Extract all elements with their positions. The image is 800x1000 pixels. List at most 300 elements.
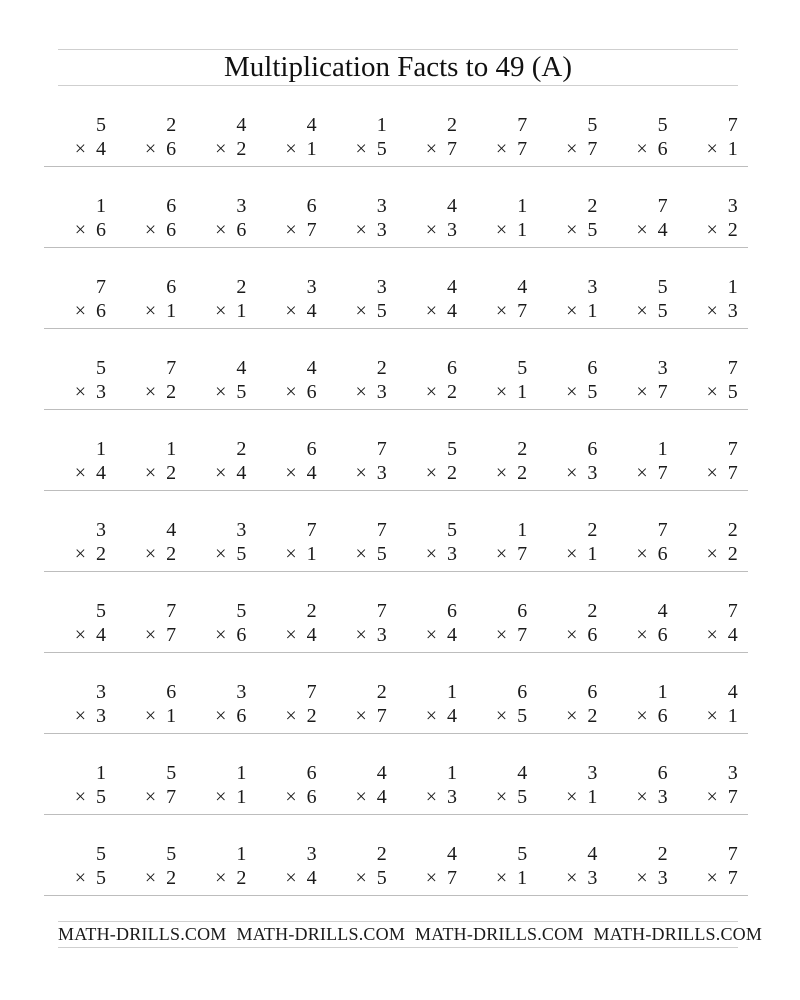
problem-multiplier: × 2 <box>144 462 177 484</box>
problem-multiplicand: 1 <box>96 438 106 460</box>
problem <box>114 276 176 346</box>
problem-multiplicand: 2 <box>236 438 247 460</box>
problem-multiplier: × 5 <box>495 705 528 727</box>
problem-multiplicand: 2 <box>166 114 177 136</box>
problem <box>395 843 457 913</box>
answer-line[interactable] <box>395 166 467 167</box>
answer-line[interactable] <box>325 490 397 491</box>
answer-line[interactable] <box>184 247 256 248</box>
problem <box>44 600 106 670</box>
problem-multiplicand: 1 <box>236 843 247 865</box>
problem-multiplier: × 6 <box>566 624 598 646</box>
problem-multiplicand: 1 <box>96 762 106 784</box>
problem-multiplicand: 6 <box>587 357 598 379</box>
answer-line[interactable] <box>184 652 256 653</box>
answer-line[interactable] <box>255 652 327 653</box>
problem <box>465 195 527 265</box>
problem <box>465 438 527 508</box>
problem <box>255 357 317 427</box>
problem <box>606 114 668 184</box>
problem-multiplier: × 6 <box>285 381 317 403</box>
answer-line[interactable] <box>465 814 537 815</box>
answer-line[interactable] <box>606 490 678 491</box>
problem-multiplier: × 2 <box>425 462 457 484</box>
problem-multiplier: × 3 <box>355 219 387 241</box>
answer-line[interactable] <box>184 166 256 167</box>
problem-multiplier: × 2 <box>495 462 528 484</box>
answer-line[interactable] <box>325 733 397 734</box>
answer-line[interactable] <box>325 328 397 329</box>
answer-line[interactable] <box>255 328 327 329</box>
problem-multiplier: × 6 <box>74 219 106 241</box>
problem-multiplicand: 2 <box>447 114 457 136</box>
problem <box>606 195 668 265</box>
problem-multiplicand: 5 <box>96 357 106 379</box>
problem-multiplicand: 1 <box>727 276 738 298</box>
problem-multiplicand: 2 <box>587 519 598 541</box>
problem <box>395 195 457 265</box>
answer-line[interactable] <box>395 247 467 248</box>
answer-line[interactable] <box>114 814 186 815</box>
problem-multiplicand: 3 <box>306 276 317 298</box>
problem-multiplier: × 5 <box>355 867 387 889</box>
problem <box>44 681 106 751</box>
answer-line[interactable] <box>184 328 256 329</box>
problem-multiplicand: 5 <box>96 114 106 136</box>
answer-line[interactable] <box>676 490 748 491</box>
problem <box>535 438 597 508</box>
problem <box>465 519 527 589</box>
problem-multiplier: × 2 <box>706 219 738 241</box>
footer-branding <box>58 922 763 946</box>
answer-line[interactable] <box>465 895 537 896</box>
problem <box>535 276 597 346</box>
problem-multiplier: × 1 <box>495 867 528 889</box>
problem-multiplicand: 2 <box>727 519 738 541</box>
answer-line[interactable] <box>535 409 607 410</box>
problem-multiplicand: 2 <box>376 843 387 865</box>
problem-multiplicand: 3 <box>236 681 247 703</box>
answer-line[interactable] <box>325 247 397 248</box>
problem-multiplicand: 3 <box>657 357 668 379</box>
answer-line[interactable] <box>465 733 537 734</box>
problem <box>395 600 457 670</box>
problem-multiplier: × 6 <box>144 138 177 160</box>
problem-multiplicand: 5 <box>587 114 598 136</box>
answer-line[interactable] <box>535 166 607 167</box>
answer-line[interactable] <box>255 895 327 896</box>
problem-multiplier: × 1 <box>495 219 528 241</box>
problem <box>255 195 317 265</box>
answer-line[interactable] <box>676 895 748 896</box>
problem-multiplier: × 5 <box>495 786 528 808</box>
problem <box>676 843 738 913</box>
answer-line[interactable] <box>184 409 256 410</box>
answer-line[interactable] <box>465 490 537 491</box>
answer-line[interactable] <box>255 571 327 572</box>
problem-multiplicand: 3 <box>587 762 598 784</box>
answer-line[interactable] <box>535 571 607 572</box>
answer-line[interactable] <box>465 571 537 572</box>
footer-site-label: MATH-DRILLS.COM <box>593 924 763 944</box>
problem <box>114 681 176 751</box>
problem-multiplicand: 5 <box>166 843 177 865</box>
problem <box>465 681 527 751</box>
problem-multiplicand: 5 <box>517 843 528 865</box>
problem <box>255 114 317 184</box>
problem-multiplier: × 7 <box>144 786 177 808</box>
problem-multiplicand: 6 <box>306 438 317 460</box>
answer-line[interactable] <box>44 733 116 734</box>
answer-line[interactable] <box>184 895 256 896</box>
problem-multiplicand: 4 <box>587 843 598 865</box>
answer-line[interactable] <box>114 571 186 572</box>
problem-multiplier: × 7 <box>566 138 598 160</box>
problem <box>465 357 527 427</box>
problem <box>395 438 457 508</box>
problem-multiplier: × 4 <box>285 867 317 889</box>
problem <box>606 762 668 832</box>
problem-multiplicand: 4 <box>236 357 247 379</box>
problem <box>465 762 527 832</box>
problem-multiplicand: 5 <box>236 600 247 622</box>
problem-multiplicand: 3 <box>96 519 106 541</box>
problem <box>184 762 246 832</box>
problem-multiplicand: 5 <box>96 843 106 865</box>
problem <box>184 519 246 589</box>
problem <box>255 843 317 913</box>
problem-multiplicand: 6 <box>447 600 457 622</box>
problem-multiplier: × 3 <box>566 462 598 484</box>
problem-multiplicand: 1 <box>447 681 457 703</box>
answer-line[interactable] <box>535 652 607 653</box>
problem-multiplier: × 6 <box>74 300 106 322</box>
problem-multiplicand: 7 <box>306 681 317 703</box>
problem-multiplicand: 6 <box>447 357 457 379</box>
problem <box>184 600 246 670</box>
answer-line[interactable] <box>676 733 748 734</box>
problem-multiplicand: 6 <box>306 762 317 784</box>
problem <box>44 114 106 184</box>
problem <box>395 357 457 427</box>
problem <box>676 438 738 508</box>
problem <box>535 357 597 427</box>
problem <box>535 600 597 670</box>
problem <box>325 114 387 184</box>
problem-multiplier: × 3 <box>425 786 457 808</box>
problem-multiplicand: 6 <box>517 600 528 622</box>
problem-multiplicand: 1 <box>96 195 106 217</box>
problem-multiplier: × 6 <box>215 624 247 646</box>
problem-multiplicand: 1 <box>236 762 247 784</box>
problem-multiplier: × 7 <box>355 705 387 727</box>
answer-line[interactable] <box>606 814 678 815</box>
problem <box>465 276 527 346</box>
problem-multiplicand: 7 <box>376 438 387 460</box>
problem-multiplier: × 7 <box>706 786 738 808</box>
problem-multiplier: × 4 <box>285 300 317 322</box>
problem <box>676 681 738 751</box>
answer-line[interactable] <box>535 895 607 896</box>
problem <box>676 600 738 670</box>
problem-multiplier: × 4 <box>425 705 457 727</box>
answer-line[interactable] <box>114 733 186 734</box>
problem-multiplier: × 1 <box>566 300 598 322</box>
problem-multiplier: × 6 <box>215 219 247 241</box>
answer-line[interactable] <box>255 490 327 491</box>
problem-multiplier: × 5 <box>355 138 387 160</box>
problem-multiplicand: 4 <box>166 519 177 541</box>
answer-line[interactable] <box>44 166 116 167</box>
problem <box>535 681 597 751</box>
answer-line[interactable] <box>184 571 256 572</box>
problem-multiplicand: 4 <box>306 357 317 379</box>
answer-line[interactable] <box>676 652 748 653</box>
answer-line[interactable] <box>606 166 678 167</box>
problem-multiplicand: 2 <box>517 438 528 460</box>
answer-line[interactable] <box>44 490 116 491</box>
problem-multiplier: × 3 <box>425 219 457 241</box>
answer-line[interactable] <box>606 733 678 734</box>
problem-multiplicand: 7 <box>727 600 738 622</box>
problem-multiplicand: 1 <box>166 438 177 460</box>
problem <box>395 519 457 589</box>
problem-multiplier: × 3 <box>355 462 387 484</box>
answer-line[interactable] <box>535 733 607 734</box>
problem-multiplicand: 6 <box>166 195 177 217</box>
answer-line[interactable] <box>184 814 256 815</box>
answer-line[interactable] <box>465 409 537 410</box>
problem-multiplier: × 4 <box>425 624 457 646</box>
answer-line[interactable] <box>535 247 607 248</box>
answer-line[interactable] <box>44 895 116 896</box>
problem-multiplier: × 4 <box>74 462 106 484</box>
answer-line[interactable] <box>535 814 607 815</box>
problem-multiplier: × 6 <box>636 543 668 565</box>
problem-multiplier: × 5 <box>566 381 598 403</box>
problem <box>325 843 387 913</box>
answer-line[interactable] <box>325 814 397 815</box>
problem-multiplicand: 3 <box>727 762 738 784</box>
problem-multiplier: × 4 <box>215 462 247 484</box>
answer-line[interactable] <box>114 247 186 248</box>
problem <box>114 600 176 670</box>
answer-line[interactable] <box>325 895 397 896</box>
answer-line[interactable] <box>676 814 748 815</box>
problem <box>114 519 176 589</box>
problem <box>606 681 668 751</box>
problem-multiplier: × 4 <box>706 624 738 646</box>
answer-line[interactable] <box>676 409 748 410</box>
answer-line[interactable] <box>676 166 748 167</box>
problem-multiplicand: 4 <box>447 276 457 298</box>
problem <box>325 519 387 589</box>
problem <box>676 276 738 346</box>
answer-line[interactable] <box>325 571 397 572</box>
answer-line[interactable] <box>606 409 678 410</box>
answer-line[interactable] <box>606 571 678 572</box>
answer-line[interactable] <box>395 814 467 815</box>
footer-site-label: MATH-DRILLS.COM <box>236 924 406 944</box>
answer-line[interactable] <box>325 166 397 167</box>
answer-line[interactable] <box>44 814 116 815</box>
problem-multiplier: × 5 <box>566 219 598 241</box>
answer-line[interactable] <box>465 328 537 329</box>
answer-line[interactable] <box>255 814 327 815</box>
answer-line[interactable] <box>395 571 467 572</box>
problem-multiplicand: 7 <box>96 276 106 298</box>
answer-line[interactable] <box>114 490 186 491</box>
answer-line[interactable] <box>395 733 467 734</box>
problem <box>184 195 246 265</box>
problem-multiplier: × 7 <box>636 381 668 403</box>
problem-multiplicand: 6 <box>587 681 598 703</box>
problem-multiplier: × 7 <box>425 867 457 889</box>
problem <box>465 600 527 670</box>
problem-multiplicand: 5 <box>447 519 457 541</box>
problem <box>44 195 106 265</box>
answer-line[interactable] <box>255 247 327 248</box>
answer-line[interactable] <box>606 328 678 329</box>
problem-multiplicand: 6 <box>657 762 668 784</box>
answer-line[interactable] <box>44 652 116 653</box>
answer-line[interactable] <box>255 733 327 734</box>
answer-line[interactable] <box>114 328 186 329</box>
problem <box>606 600 668 670</box>
problem-multiplicand: 6 <box>306 195 317 217</box>
answer-line[interactable] <box>535 490 607 491</box>
answer-line[interactable] <box>465 652 537 653</box>
problem-multiplier: × 1 <box>215 300 247 322</box>
answer-line[interactable] <box>395 328 467 329</box>
problem-multiplier: × 2 <box>285 705 317 727</box>
answer-line[interactable] <box>465 247 537 248</box>
answer-line[interactable] <box>114 166 186 167</box>
problem-multiplier: × 2 <box>425 381 457 403</box>
problem-multiplicand: 2 <box>657 843 668 865</box>
problem <box>114 357 176 427</box>
problem <box>325 276 387 346</box>
problem-multiplier: × 3 <box>74 381 106 403</box>
problem <box>44 762 106 832</box>
problem <box>325 600 387 670</box>
problem-multiplicand: 7 <box>517 114 528 136</box>
answer-line[interactable] <box>395 409 467 410</box>
problem-multiplicand: 7 <box>376 519 387 541</box>
problem <box>184 357 246 427</box>
answer-line[interactable] <box>535 328 607 329</box>
problem-multiplier: × 1 <box>566 543 598 565</box>
answer-line[interactable] <box>676 571 748 572</box>
answer-line[interactable] <box>325 409 397 410</box>
answer-line[interactable] <box>606 652 678 653</box>
answer-line[interactable] <box>395 895 467 896</box>
problem-multiplicand: 1 <box>657 681 668 703</box>
answer-line[interactable] <box>184 490 256 491</box>
problem-multiplicand: 4 <box>727 681 738 703</box>
problem-multiplicand: 6 <box>517 681 528 703</box>
answer-line[interactable] <box>606 247 678 248</box>
answer-line[interactable] <box>676 328 748 329</box>
problem-multiplier: × 2 <box>144 867 177 889</box>
problem <box>44 357 106 427</box>
problem <box>325 357 387 427</box>
answer-line[interactable] <box>395 652 467 653</box>
problem <box>676 519 738 589</box>
problem <box>535 114 597 184</box>
problem-multiplicand: 4 <box>376 762 387 784</box>
problem-multiplicand: 4 <box>447 843 457 865</box>
problem-multiplicand: 1 <box>376 114 387 136</box>
answer-line[interactable] <box>465 166 537 167</box>
answer-line[interactable] <box>44 328 116 329</box>
problem-multiplicand: 5 <box>166 762 177 784</box>
problem <box>44 438 106 508</box>
problem <box>114 762 176 832</box>
answer-line[interactable] <box>44 571 116 572</box>
problem <box>465 114 527 184</box>
problem-multiplicand: 2 <box>376 681 387 703</box>
answer-line[interactable] <box>44 409 116 410</box>
problem-multiplier: × 3 <box>74 705 106 727</box>
problem <box>44 843 106 913</box>
footer-bottom-rule <box>58 947 738 948</box>
answer-line[interactable] <box>395 490 467 491</box>
answer-line[interactable] <box>255 166 327 167</box>
answer-line[interactable] <box>184 733 256 734</box>
problem-multiplier: × 1 <box>706 705 738 727</box>
problem-multiplicand: 2 <box>306 600 317 622</box>
answer-line[interactable] <box>255 409 327 410</box>
problem <box>606 438 668 508</box>
problem <box>676 357 738 427</box>
answer-line[interactable] <box>325 652 397 653</box>
problem-multiplier: × 6 <box>144 219 177 241</box>
problem-multiplier: × 4 <box>355 786 387 808</box>
problem-multiplier: × 5 <box>215 381 247 403</box>
problem-multiplicand: 2 <box>376 357 387 379</box>
problem <box>44 276 106 346</box>
answer-line[interactable] <box>606 895 678 896</box>
problem-multiplier: × 4 <box>74 138 106 160</box>
answer-line[interactable] <box>44 247 116 248</box>
problem-multiplicand: 7 <box>727 114 738 136</box>
problem-multiplicand: 3 <box>376 276 387 298</box>
problem <box>44 519 106 589</box>
worksheet-title: Multiplication Facts to 49 (A) <box>224 51 572 83</box>
problem-multiplicand: 6 <box>166 681 177 703</box>
problem-multiplicand: 7 <box>657 519 668 541</box>
problem <box>114 114 176 184</box>
answer-line[interactable] <box>114 652 186 653</box>
problem-multiplicand: 2 <box>236 276 247 298</box>
answer-line[interactable] <box>114 409 186 410</box>
problem-multiplier: × 6 <box>636 705 668 727</box>
problem <box>395 276 457 346</box>
problem-multiplier: × 7 <box>425 138 457 160</box>
problem <box>325 681 387 751</box>
problem-multiplier: × 7 <box>706 462 738 484</box>
problem-multiplier: × 3 <box>636 867 668 889</box>
problem-multiplier: × 6 <box>215 705 247 727</box>
answer-line[interactable] <box>114 895 186 896</box>
problem-multiplicand: 7 <box>306 519 317 541</box>
problem-multiplicand: 4 <box>517 276 528 298</box>
answer-line[interactable] <box>676 247 748 248</box>
problem-multiplier: × 4 <box>285 462 317 484</box>
problem-multiplicand: 3 <box>587 276 598 298</box>
problem-multiplier: × 1 <box>215 786 247 808</box>
